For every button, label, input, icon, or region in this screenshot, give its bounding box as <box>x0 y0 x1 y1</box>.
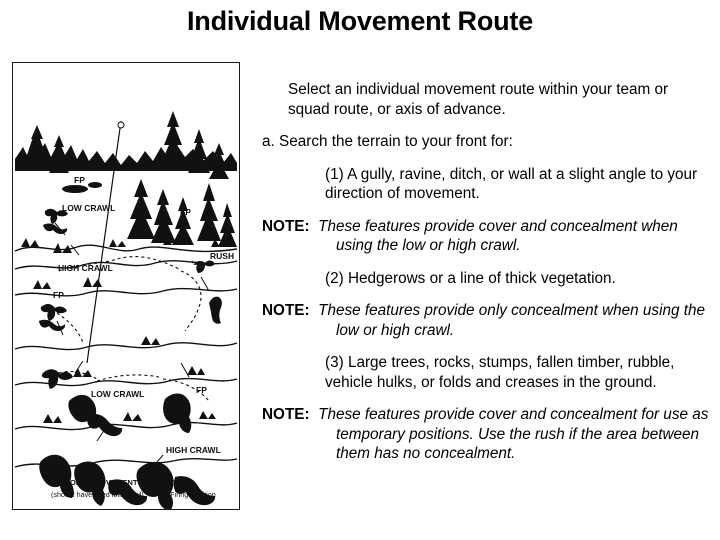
note-3-text: These features provide cover and concealment for use as temporary positions. Use the rush if the area between them has no concealment. <box>318 406 709 462</box>
caption-note-text: FP = Firing Position <box>153 490 216 499</box>
label-fp-2: FP <box>180 207 191 217</box>
note-2 <box>262 301 712 340</box>
note-3-keyword: NOTE: <box>262 406 310 423</box>
page-title: Individual Movement Route <box>186 6 534 36</box>
paragraph-item-2: (2) Hedgerows or a line of thick vegetation. <box>325 269 616 287</box>
caption-note-keyword: NOTE: <box>153 478 177 487</box>
label-low-crawl-2: LOW CRAWL <box>91 389 145 399</box>
body-text-column <box>262 80 712 477</box>
note-2-text: These features provide only concealment when using the low or high crawl. <box>318 302 705 339</box>
note-1-text: These features provide cover and concealment when using the low or high crawl. <box>318 217 678 254</box>
note-2-spacer <box>310 302 319 319</box>
paragraph-item-a: a. Search the terrain to your front for: <box>262 133 513 150</box>
paragraph-item-1: (1) A gully, ravine, ditch, or wall at a slight angle to your direction of movement. <box>325 165 698 202</box>
label-low-crawl-1: LOW CRAWL <box>62 203 116 213</box>
label-fp-4: FP <box>196 385 207 395</box>
note-3-spacer <box>310 406 319 423</box>
caption-improper-sub: (should have used low crawl) <box>51 490 144 499</box>
caption-improper-title: IMPROPER MOVEMENT <box>51 478 138 487</box>
paragraph-item-3: (3) Large trees, rocks, stumps, fallen timber, rubble, vehicle hulks, or folds and creases in the ground. <box>325 354 675 391</box>
label-high-crawl-1: HIGH CRAWL <box>58 263 113 273</box>
note-1-spacer <box>310 218 319 235</box>
label-high-crawl-2: HIGH CRAWL <box>166 445 221 455</box>
label-fp-3: FP <box>53 290 64 300</box>
illustration-panel <box>12 62 240 510</box>
note-3 <box>262 405 712 464</box>
note-1 <box>262 217 712 256</box>
movement-route-illustration <box>13 63 239 509</box>
label-rush: RUSH <box>210 251 235 261</box>
paragraph-intro: Select an individual movement route within your team or squad route, or axis of advance. <box>288 81 669 118</box>
note-2-keyword: NOTE: <box>262 302 310 319</box>
label-fp-1: FP <box>74 175 85 185</box>
note-1-keyword: NOTE: <box>262 217 310 235</box>
